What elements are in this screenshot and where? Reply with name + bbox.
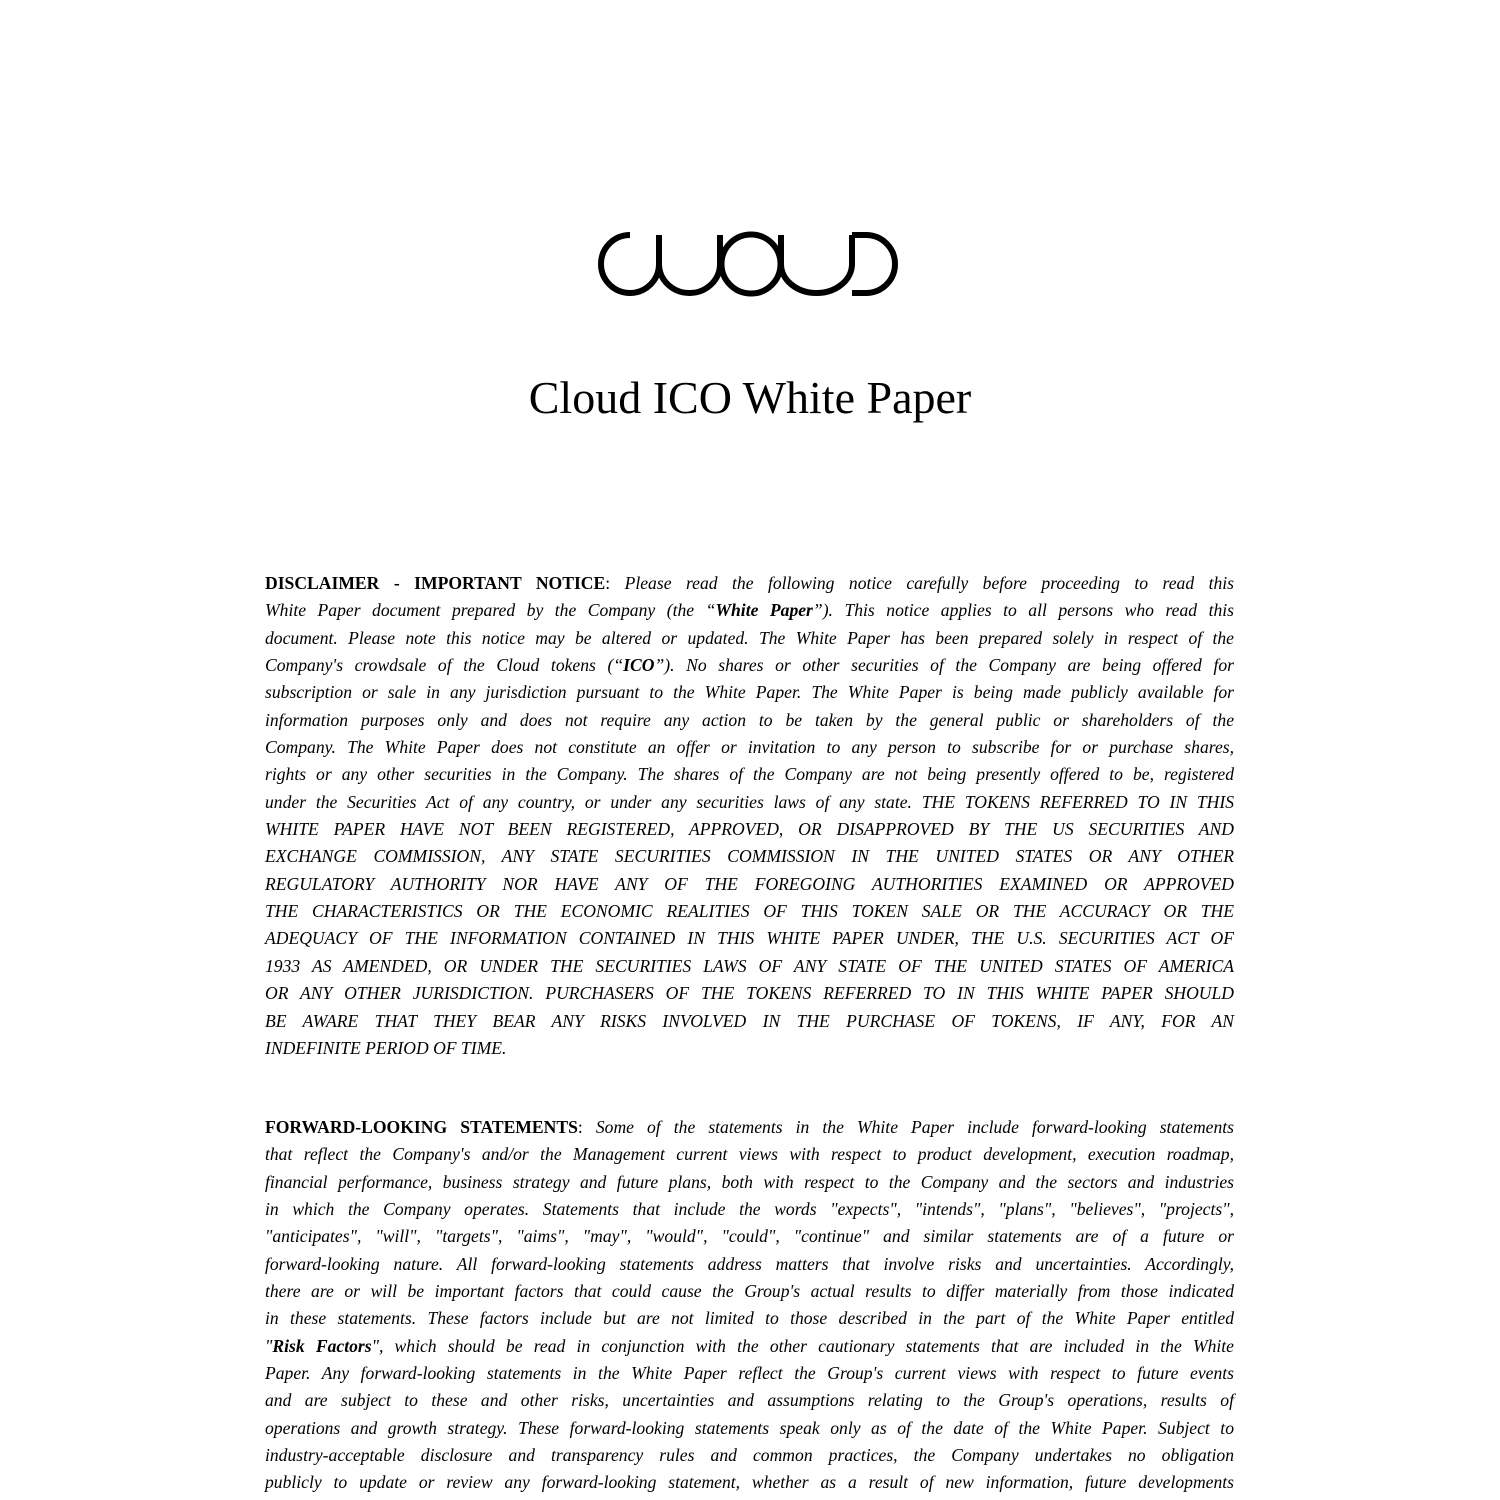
logo-letter-d — [852, 235, 895, 293]
text-line — [265, 1442, 1234, 1469]
text-segment: EXCHANGE COMMISSION, ANY STATE SECURITIES COMMISSION IN THE UNITED STATES OR ANY OTHER — [265, 846, 1234, 867]
text-segment: and are subject to these and other risks, uncertainties and assumptions relating to the Group's operations, results of — [265, 1390, 1234, 1411]
text-line — [265, 1035, 1234, 1062]
text-segment: White Paper document prepared by the Company (the “ — [265, 600, 716, 621]
text-line — [265, 980, 1234, 1007]
text-segment: Please read the following notice carefully before proceeding to read this — [624, 573, 1234, 593]
text-segment: ADEQUACY OF THE INFORMATION CONTAINED IN THIS WHITE PAPER UNDER, THE U.S. SECURITIES ACT OF — [265, 928, 1234, 949]
text-line — [265, 1196, 1234, 1223]
text-segment: rights or any other securities in the Company. The shares of the Company are not being presently offered to be, registered — [265, 764, 1234, 785]
text-line — [265, 734, 1234, 761]
text-line — [265, 1415, 1234, 1442]
text-segment: ", which should be read in conjunction with the other cautionary statements that are included in the White — [371, 1335, 1234, 1356]
text-segment: OR ANY OTHER JURISDICTION. PURCHASERS OF THE TOKENS REFERRED TO IN THIS WHITE PAPER SHOULD — [265, 983, 1234, 1004]
section-heading: DISCLAIMER - IMPORTANT NOTICE — [265, 573, 606, 593]
text-segment: industry-acceptable disclosure and transparency rules and common practices, the Company undertakes no obligation — [265, 1445, 1234, 1466]
text-segment: " — [265, 1335, 273, 1356]
text-segment: Company's crowdsale of the Cloud tokens (“ — [265, 655, 624, 676]
text-line — [265, 652, 1234, 679]
document-title: Cloud ICO White Paper — [528, 372, 972, 423]
text-segment: ”). This notice applies to all persons who read this — [812, 600, 1234, 621]
defined-term: Risk Factors — [272, 1335, 372, 1356]
text-segment: under the Securities Act of any country, or under any securities laws of any state. THE TOKENS REFERRED TO IN THIS — [265, 791, 1234, 812]
text-segment: forward-looking nature. All forward-looking statements address matters that involve risks and uncertainties. Accordingly, — [265, 1253, 1234, 1274]
text-segment: WHITE PAPER HAVE NOT BEEN REGISTERED, APPROVED, OR DISAPPROVED BY THE US SECURITIES AND — [265, 819, 1234, 840]
disclaimer-paragraph — [265, 570, 1234, 1062]
defined-term: White Paper — [715, 600, 813, 621]
text-segment: BE AWARE THAT THEY BEAR ANY RISKS INVOLVED IN THE PURCHASE OF TOKENS, IF ANY, FOR AN — [265, 1010, 1234, 1031]
text-line — [265, 1387, 1234, 1414]
text-segment: in which the Company operates. Statements that include the words "expects", "intends", "plans", "believes", "projects", — [265, 1199, 1234, 1220]
text-segment: there are or will be important factors that could cause the Group's actual results to differ materially from those indicated — [265, 1281, 1234, 1302]
text-segment: Paper. Any forward-looking statements in the White Paper reflect the Group's current views with respect to future events — [265, 1363, 1234, 1384]
text-segment: publicly to update or review any forward-looking statement, whether as a result of new information, future developments — [265, 1472, 1234, 1493]
text-line — [265, 1469, 1234, 1496]
text-line — [265, 1278, 1234, 1305]
forward-looking-paragraph — [265, 1114, 1234, 1497]
text-line — [265, 1333, 1234, 1360]
text-segment: Company. The White Paper does not constitute an offer or invitation to any person to subscribe for or purchase shares, — [265, 737, 1234, 758]
text-line — [265, 1008, 1234, 1035]
text-segment: INDEFINITE PERIOD OF TIME. — [265, 1037, 507, 1058]
text-line — [265, 871, 1234, 898]
section-heading: FORWARD-LOOKING STATEMENTS — [265, 1117, 578, 1137]
text-segment: THE CHARACTERISTICS OR THE ECONOMIC REALITIES OF THIS TOKEN SALE OR THE ACCURACY OR THE — [265, 901, 1234, 922]
text-line — [265, 1360, 1234, 1387]
text-segment: subscription or sale in any jurisdiction pursuant to the White Paper. The White Paper is being made publicly available for — [265, 682, 1234, 703]
text-line — [265, 816, 1234, 843]
text-line — [265, 843, 1234, 870]
logo-letter-u — [659, 235, 720, 293]
logo-letter-c — [601, 235, 659, 293]
text-segment: ”). No shares or other securities of the Company are being offered for — [654, 655, 1234, 676]
text-segment: REGULATORY AUTHORITY NOR HAVE ANY OF THE FOREGOING AUTHORITIES EXAMINED OR APPROVED — [265, 873, 1234, 894]
text-segment: : — [605, 573, 625, 593]
text-line — [265, 570, 1234, 597]
text-segment: "anticipates", "will", "targets", "aims", "may", "would", "could", "continue" and similar statements are of a future or — [265, 1226, 1234, 1247]
text-line — [265, 925, 1234, 952]
text-line — [265, 1141, 1234, 1168]
text-line — [265, 625, 1234, 652]
text-segment: operations and growth strategy. These forward-looking statements speak only as of the date of the White Paper. Subject to — [265, 1417, 1234, 1438]
text-line — [265, 789, 1234, 816]
text-segment: financial performance, business strategy and future plans, both with respect to the Company and the sectors and industries — [265, 1171, 1234, 1192]
text-line — [265, 1223, 1234, 1250]
defined-term: ICO — [623, 655, 655, 676]
cloud-logo — [590, 222, 910, 306]
text-line — [265, 761, 1234, 788]
text-segment: information purposes only and does not require any action to be taken by the general public or shareholders of the — [265, 709, 1234, 730]
text-segment: that reflect the Company's and/or the Management current views with respect to product development, execution roadmap, — [265, 1144, 1234, 1165]
text-segment: 1933 AS AMENDED, OR UNDER THE SECURITIES LAWS OF ANY STATE OF THE UNITED STATES OF AMERICA — [265, 955, 1234, 976]
text-segment: document. Please note this notice may be altered or updated. The White Paper has been prepared solely in respect of the — [265, 627, 1234, 648]
text-segment: in these statements. These factors include but are not limited to those described in the part of the White Paper entitled — [265, 1308, 1234, 1329]
text-line — [265, 953, 1234, 980]
text-segment: Some of the statements in the White Paper include forward-looking statements — [595, 1117, 1234, 1137]
logo-letter-u2 — [781, 235, 852, 293]
text-line — [265, 1169, 1234, 1196]
text-line — [265, 1251, 1234, 1278]
logo-letter-o — [722, 235, 781, 294]
text-segment: : — [577, 1117, 596, 1137]
text-line — [265, 597, 1234, 624]
text-line — [265, 898, 1234, 925]
text-line — [265, 707, 1234, 734]
text-line — [265, 1305, 1234, 1332]
text-line — [265, 1114, 1234, 1141]
text-line — [265, 679, 1234, 706]
